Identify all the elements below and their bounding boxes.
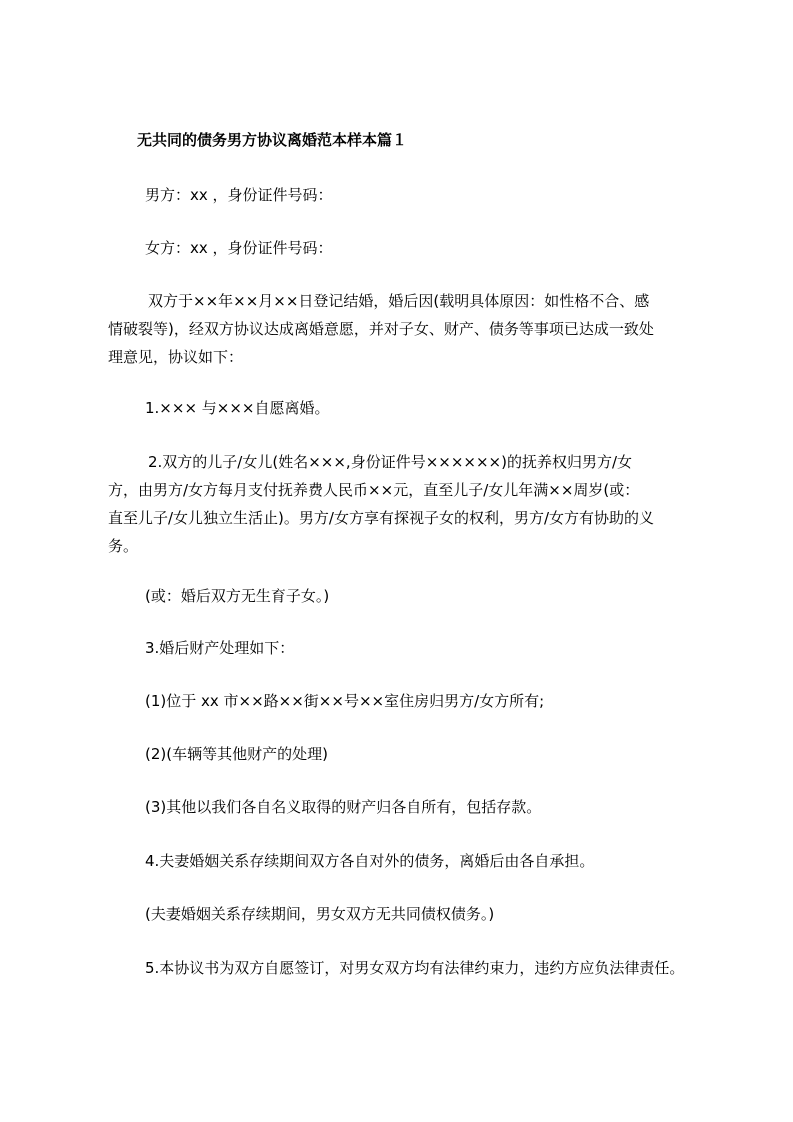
intro-line-1: 双方于××年××月××日登记结婚，婚后因(载明具体原因：如性格不合、感 [148,292,650,310]
clause-2-line-2: 方，由男方/女方每月支付抚养费人民币××元，直至儿子/女儿年满××周岁(或： [108,481,640,499]
clause-2-alternative: (或：婚后双方无生育子女。) [145,587,330,605]
clause-3-item-2: (2)(车辆等其他财产的处理) [145,745,328,763]
document-title: 无共同的债务男方协议离婚范本样本篇１ [137,131,408,149]
clause-2-line-1: 2.双方的儿子/女儿(姓名×××,身份证件号××××××)的抚养权归男方/女 [148,453,633,471]
clause-3-item-3: (3)其他以我们各自名义取得的财产归各自所有，包括存款。 [145,798,542,816]
intro-line-2: 情破裂等)，经双方协议达成离婚意愿，并对子女、财产、债务等事项已达成一致处 [108,320,654,338]
clause-3-item-1: (1)位于 xx 市××路××街××号××室住房归男方/女方所有; [145,692,545,710]
clause-2-line-3: 直至儿子/女儿独立生活止)。男方/女方享有探视子女的权利，男方/女方有协助的义 [108,509,655,527]
intro-paragraph [108,287,718,371]
clause-3-heading: 3.婚后财产处理如下： [145,639,295,657]
clause-2-paragraph [108,448,718,560]
male-party-line: 男方：xx ，身份证件号码： [145,186,333,204]
clause-5: 5.本协议书为双方自愿签订，对男女双方均有法律约束力，违约方应负法律责任。 [145,959,685,977]
intro-line-3: 理意见，协议如下： [108,348,244,366]
clause-2-line-4: 务。 [108,537,139,555]
female-party-line: 女方：xx ，身份证件号码： [145,239,333,257]
clause-4-alternative: (夫妻婚姻关系存续期间，男女双方无共同债权债务。) [145,905,495,923]
clause-1: 1.××× 与×××自愿离婚。 [145,399,330,417]
clause-4: 4.夫妻婚姻关系存续期间双方各自对外的债务，离婚后由各自承担。 [145,852,595,870]
